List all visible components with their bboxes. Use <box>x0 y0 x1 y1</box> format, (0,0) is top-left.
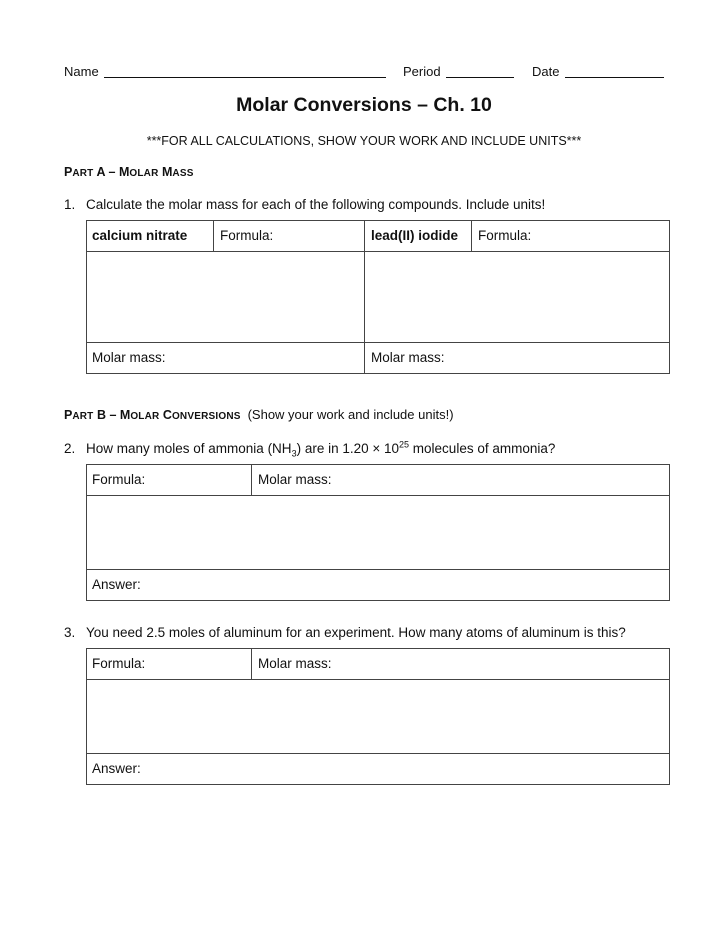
q3-work-area[interactable] <box>87 680 669 752</box>
period-label: Period <box>403 64 441 79</box>
period-field[interactable] <box>446 77 514 78</box>
compound-lead-iodide: lead(II) iodide <box>371 228 459 243</box>
name-field[interactable] <box>104 77 386 78</box>
page-title: Molar Conversions – Ch. 10 <box>236 94 492 116</box>
q3-molar-mass-label: Molar mass: <box>258 656 332 671</box>
question-1: 1. Calculate the molar mass for each of the following compounds. Include units! <box>64 197 546 212</box>
q2-answer-label: Answer: <box>92 577 141 592</box>
instructions: ***FOR ALL CALCULATIONS, SHOW YOUR WORK AND INCLUDE UNITS*** <box>146 134 582 148</box>
date-field[interactable] <box>565 77 664 78</box>
q3-formula-label: Formula: <box>92 656 146 671</box>
formula-label-2: Formula: <box>478 228 532 243</box>
work-area-lead-iodide[interactable] <box>365 252 669 341</box>
date-label: Date <box>532 64 560 79</box>
q3-answer-label: Answer: <box>92 761 141 776</box>
work-area-calcium-nitrate[interactable] <box>87 252 363 341</box>
formula-label-1: Formula: <box>220 228 274 243</box>
compound-calcium-nitrate: calcium nitrate <box>92 228 188 243</box>
q2-molar-mass-label: Molar mass: <box>258 472 332 487</box>
question-2: 2. How many moles of ammonia $(NH_3)$ are in $1.20 \times 10^{25}$ molecules of ammonia? <box>64 439 556 459</box>
part-a-heading: PART A – MOLAR MASS <box>64 165 194 179</box>
q2-formula-label: Formula: <box>92 472 146 487</box>
molar-mass-label-2: Molar mass: <box>371 350 445 365</box>
part-b-heading: PART B – MOLAR CONVERSIONS (Show your work and include units!) <box>64 407 454 422</box>
molar-mass-label-1: Molar mass: <box>92 350 166 365</box>
name-label: Name <box>64 64 99 79</box>
question-3: 3. You need 2.5 moles of aluminum for an experiment. How many atoms of aluminum is this? <box>64 625 626 640</box>
q2-work-area[interactable] <box>87 496 669 568</box>
